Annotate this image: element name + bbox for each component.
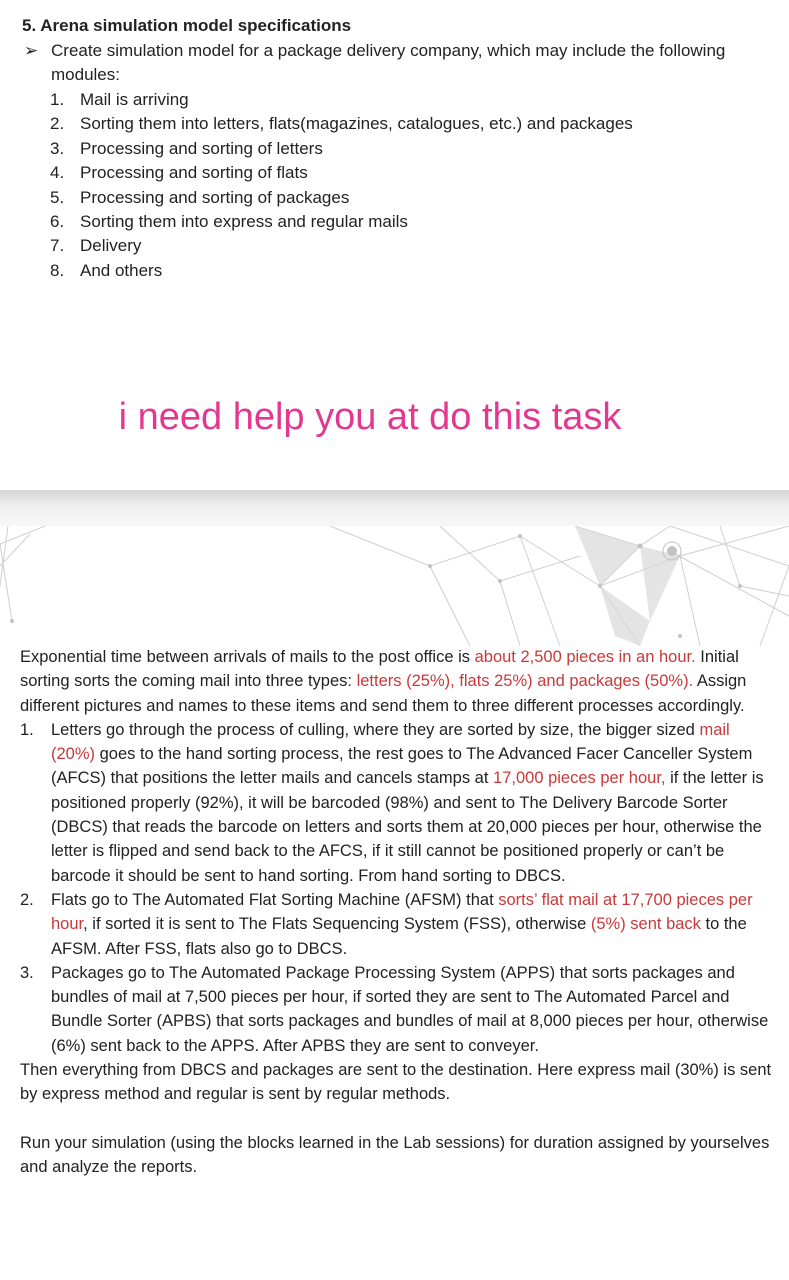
module-list [50, 88, 633, 283]
spec-title: 5. Arena simulation model specifications [22, 16, 352, 35]
intro-paragraph: Exponential time between arrivals of mails to the post office is about 2,500 pieces in an hour. Initial sorting sorts the coming mail into three types: letters (25%), flats 25%) and packages (50%). Assign different pictures and names to these items and send them to three different processes accordingly. [20, 648, 747, 715]
module-item: 3. Processing and sorting of letters [50, 138, 323, 158]
question-header [0, 0, 789, 490]
highlight-text: 17,000 pieces per hour, [493, 769, 666, 788]
module-item: 8. And others [50, 260, 163, 280]
polygon-background-decoration [0, 526, 789, 646]
image-divider [0, 490, 789, 526]
highlight-text: about 2,500 pieces in an hour. [474, 648, 696, 666]
process-item-packages: 3. Packages go to The Automated Package Processing System (APPS) that sorts packages and bundles of mail at 7,500 pieces per hour, if sorted they are sent to The Automated Parcel and Bundle Sorter (APBS) that sorts packages and bundles of mail at 8,000 pieces per hour, otherwise (6%) sent back to the APPS. After APBS they are sent to conveyer. [20, 963, 769, 1055]
process-item-flats: 2. Flats go to The Automated Flat Sorting Machine (AFSM) that sorts’ flat mail at 17,700 pieces per hour, if sorted it is sent to The Flats Sequencing System (FSS), otherwise (5%) sent back to the AFSM. After FSS, flats also go to DBCS. [20, 890, 753, 958]
arrow-bullet-icon: ➢ [24, 41, 39, 60]
module-item: 5. Processing and sorting of packages [50, 187, 350, 207]
module-item: 2. Sorting them into letters, flats(magazines, catalogues, etc.) and packages [50, 114, 633, 134]
highlight-text: sorts’ flat mail at 17,700 pieces per hour [51, 890, 753, 934]
destination-paragraph: Then everything from DBCS and packages are sent to the destination. Here express mail (30%) is sent by express method and regular is sent by regular methods. [20, 1061, 772, 1104]
help-note: i need help you at do this task [118, 396, 622, 438]
module-item: 4. Processing and sorting of flats [50, 163, 308, 183]
module-item: 1. Mail is arriving [50, 90, 189, 109]
spec-intro-text: Create simulation model for a package delivery company, which may include the following modules: [51, 41, 726, 84]
module-item: 7. Delivery [50, 236, 142, 256]
spec-intro [24, 39, 764, 87]
highlight-text: mail (20%) [51, 720, 730, 764]
process-item-letters: 1. Letters go through the process of culling, where they are sorted by size, the bigger sized mail (20%) goes to the hand sorting process, the rest goes to The Advanced Facer Canceller System (AFCS) that positions the letter mails and cancels stamps at 17,000 pieces per hour, if the letter is positioned properly (92%), it will be barcoded (98%) and sent to The Delivery Barcode Sorter (DBCS) that reads the barcode on letters and sorts them at 20,000 pieces per hour, otherwise the letter is flipped and send back to the AFCS, if it still cannot be positioned properly or can’t be barcode it should be sent to hand sorting. From hand sorting to DBCS. [20, 720, 764, 885]
run-paragraph: Run your simulation (using the blocks learned in the Lab sessions) for duration assigned by yourselves and analyze the reports. [20, 1133, 770, 1177]
module-item: 6. Sorting them into express and regular mails [50, 211, 408, 231]
highlight-text: letters (25%), flats 25%) and packages (50%). [356, 672, 694, 691]
process-list [20, 718, 772, 1058]
highlight-text: (5%) sent back [590, 915, 701, 934]
task-description [20, 645, 772, 1180]
